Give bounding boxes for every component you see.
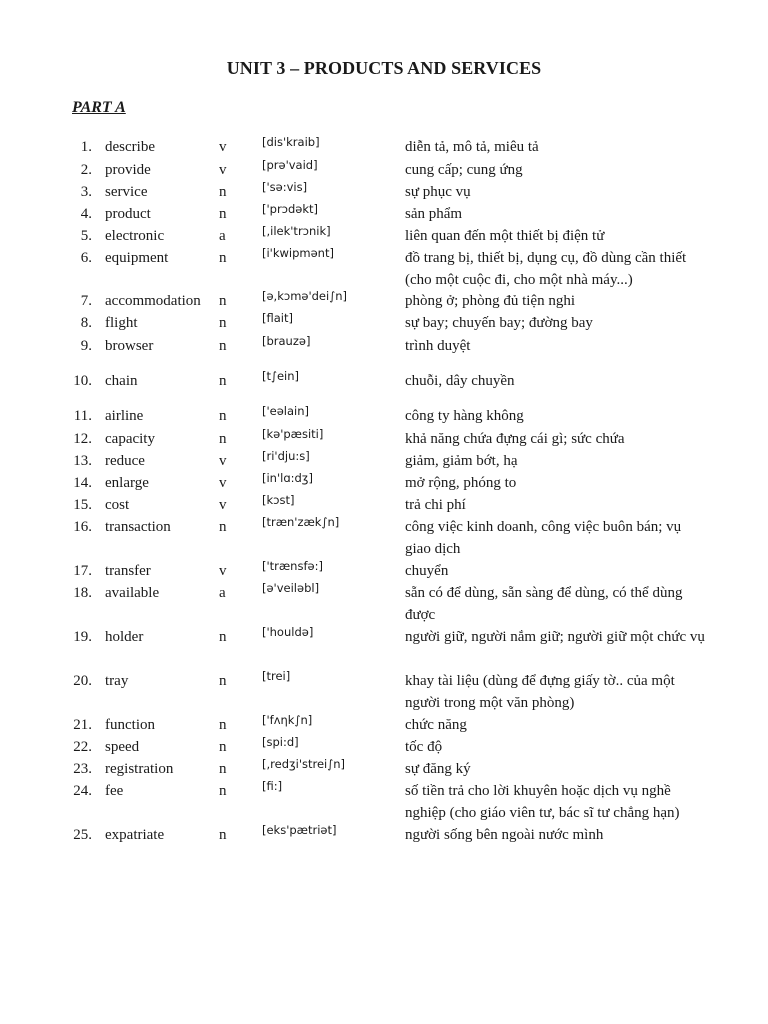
entry-part-of-speech: n [219, 206, 227, 222]
entry-meaning: chuỗi, dây chuyền [405, 373, 515, 389]
entry-word: reduce [105, 453, 145, 469]
entry-word: flight [105, 315, 138, 331]
entry-number: 4. [80, 206, 92, 222]
entry-part-of-speech: n [219, 827, 227, 843]
entry-pronunciation: [fi:] [262, 779, 283, 793]
entry-number: 10. [73, 373, 92, 389]
entry-word: available [105, 585, 160, 601]
entry-part-of-speech: n [219, 519, 227, 535]
entry-word: equipment [105, 250, 169, 266]
entry-word: holder [105, 629, 144, 645]
entry-word: tray [105, 673, 129, 689]
entry-pronunciation: [trei] [262, 669, 291, 683]
entry-part-of-speech: n [219, 184, 227, 200]
entry-meaning: người giữ, người nắm giữ; người giữ một chức vụ [405, 629, 705, 645]
entry-word: describe [105, 139, 155, 155]
entry-word: fee [105, 783, 124, 799]
entry-number: 8. [80, 315, 92, 331]
entry-meaning: sự bay; chuyến bay; đường bay [405, 315, 593, 331]
entry-part-of-speech: v [219, 563, 227, 579]
entry-part-of-speech: v [219, 453, 227, 469]
entry-part-of-speech: n [219, 408, 227, 424]
entry-pronunciation: [,redʒi'strei∫n] [262, 757, 346, 771]
entry-number: 19. [73, 629, 92, 645]
entry-number: 13. [73, 453, 92, 469]
entry-meaning: khay tài liệu (dùng để đựng giấy tờ.. của một người trong một văn phòng) [405, 673, 675, 711]
entry-word: product [105, 206, 151, 222]
entry-word: electronic [105, 228, 165, 244]
entry-pronunciation: ['fʌηk∫n] [262, 713, 313, 727]
entry-part-of-speech: n [219, 338, 227, 354]
entry-part-of-speech: n [219, 315, 227, 331]
section-heading: PART A [72, 99, 126, 116]
entry-word: browser [105, 338, 154, 354]
entry-part-of-speech: n [219, 717, 227, 733]
entry-meaning: chuyển [405, 563, 449, 579]
entry-meaning: trả chi phí [405, 497, 466, 513]
entry-word: provide [105, 162, 151, 178]
entry-number: 20. [73, 673, 92, 689]
entry-number: 25. [73, 827, 92, 843]
entry-word: transfer [105, 563, 151, 579]
entry-pronunciation: ['prɔdəkt] [262, 202, 319, 216]
entry-meaning: diễn tả, mô tả, miêu tả [405, 139, 539, 155]
entry-meaning: số tiền trả cho lời khuyên hoặc dịch vụ nghề nghiệp (cho giáo viên tư, bác sĩ tư chẳng hạn) [405, 783, 680, 821]
entry-part-of-speech: a [219, 585, 226, 601]
entry-part-of-speech: n [219, 761, 227, 777]
entry-pronunciation: [ri'dju:s] [262, 449, 310, 463]
entry-part-of-speech: n [219, 250, 227, 266]
entry-pronunciation: ['trænsfə:] [262, 559, 323, 573]
page-title: UNIT 3 – PRODUCTS AND SERVICES [226, 58, 542, 78]
entry-meaning: liên quan đến một thiết bị điện tử [405, 228, 605, 244]
entry-meaning: mở rộng, phóng to [405, 475, 517, 491]
entry-meaning: phòng ở; phòng đủ tiện nghi [405, 293, 576, 309]
entry-number: 5. [80, 228, 92, 244]
entry-pronunciation: ['sə:vis] [262, 180, 308, 194]
entry-pronunciation: [prə'vaid] [262, 158, 318, 172]
entry-part-of-speech: v [219, 497, 227, 513]
entry-meaning: người sống bên ngoài nước mình [405, 827, 604, 843]
entry-word: speed [105, 739, 140, 755]
entry-number: 14. [73, 475, 92, 491]
entry-pronunciation: [kɔst] [262, 493, 295, 507]
entry-word: cost [105, 497, 130, 513]
entry-part-of-speech: n [219, 293, 227, 309]
entry-word: enlarge [105, 475, 149, 491]
entry-pronunciation: [t∫ein] [262, 369, 300, 383]
entry-pronunciation: ['eəlain] [262, 404, 310, 418]
entry-number: 2. [80, 162, 92, 178]
entry-word: chain [105, 373, 138, 389]
entry-meaning: công việc kinh doanh, công việc buôn bán; vụ giao dịch [405, 519, 682, 557]
entry-pronunciation: [eks'pætriət] [262, 823, 337, 837]
entry-word: accommodation [105, 293, 201, 309]
entry-part-of-speech: n [219, 673, 227, 689]
entry-number: 23. [73, 761, 92, 777]
entry-part-of-speech: n [219, 783, 227, 799]
entry-meaning: đồ trang bị, thiết bị, dụng cụ, đồ dùng cần thiết (cho một cuộc đi, cho một nhà máy...) [405, 250, 687, 288]
entry-meaning: sự phục vụ [405, 184, 471, 200]
entry-part-of-speech: n [219, 431, 227, 447]
entry-part-of-speech: n [219, 739, 227, 755]
entry-meaning: khả năng chứa đựng cái gì; sức chứa [405, 431, 625, 447]
entry-number: 16. [73, 519, 92, 535]
entry-pronunciation: [spi:d] [262, 735, 299, 749]
entry-word: expatriate [105, 827, 165, 843]
entry-pronunciation: [dis'kraib] [262, 135, 320, 149]
entry-meaning: sản phẩm [405, 206, 463, 222]
entry-part-of-speech: n [219, 629, 227, 645]
entry-pronunciation: ['houldə] [262, 625, 314, 639]
entry-number: 21. [73, 717, 92, 733]
entry-number: 11. [73, 408, 92, 424]
entry-number: 6. [80, 250, 92, 266]
entry-word: capacity [105, 431, 155, 447]
entry-number: 24. [73, 783, 92, 799]
entry-meaning: chức năng [405, 717, 467, 733]
entry-word: function [105, 717, 155, 733]
entry-number: 7. [80, 293, 92, 309]
entry-word: service [105, 184, 148, 200]
entry-part-of-speech: v [219, 139, 227, 155]
entry-word: transaction [105, 519, 171, 535]
entry-meaning: trình duyệt [405, 338, 471, 354]
entry-pronunciation: [in'lɑ:dʒ] [262, 471, 313, 485]
entry-number: 9. [80, 338, 92, 354]
entry-pronunciation: [i'kwipmənt] [262, 246, 334, 260]
entry-number: 3. [80, 184, 92, 200]
entry-pronunciation: [træn'zæk∫n] [262, 515, 340, 529]
entry-word: airline [105, 408, 144, 424]
entry-pronunciation: [ə,kɔmə'dei∫n] [262, 289, 347, 303]
entry-number: 22. [73, 739, 92, 755]
entry-part-of-speech: v [219, 162, 227, 178]
entry-part-of-speech: a [219, 228, 226, 244]
entry-meaning: giảm, giảm bớt, hạ [405, 453, 518, 469]
entry-pronunciation: [brauzə] [262, 334, 311, 348]
entry-meaning: sự đăng ký [405, 761, 471, 777]
entry-meaning: tốc độ [405, 739, 443, 755]
entry-number: 15. [73, 497, 92, 513]
entry-pronunciation: [flait] [262, 311, 293, 325]
entry-meaning: công ty hàng không [405, 408, 524, 424]
entry-pronunciation: [,ilek'trɔnik] [262, 224, 331, 238]
entry-pronunciation: [ə'veiləbl] [262, 581, 320, 595]
entry-number: 12. [73, 431, 92, 447]
entry-pronunciation: [kə'pæsiti] [262, 427, 324, 441]
entry-number: 1. [80, 139, 92, 155]
entry-part-of-speech: n [219, 373, 227, 389]
entry-number: 18. [73, 585, 92, 601]
entry-meaning: sẵn có để dùng, sẵn sàng để dùng, có thể dùng được [405, 585, 683, 623]
entry-part-of-speech: v [219, 475, 227, 491]
entry-word: registration [105, 761, 174, 777]
entry-meaning: cung cấp; cung ứng [405, 162, 523, 178]
entry-number: 17. [73, 563, 92, 579]
